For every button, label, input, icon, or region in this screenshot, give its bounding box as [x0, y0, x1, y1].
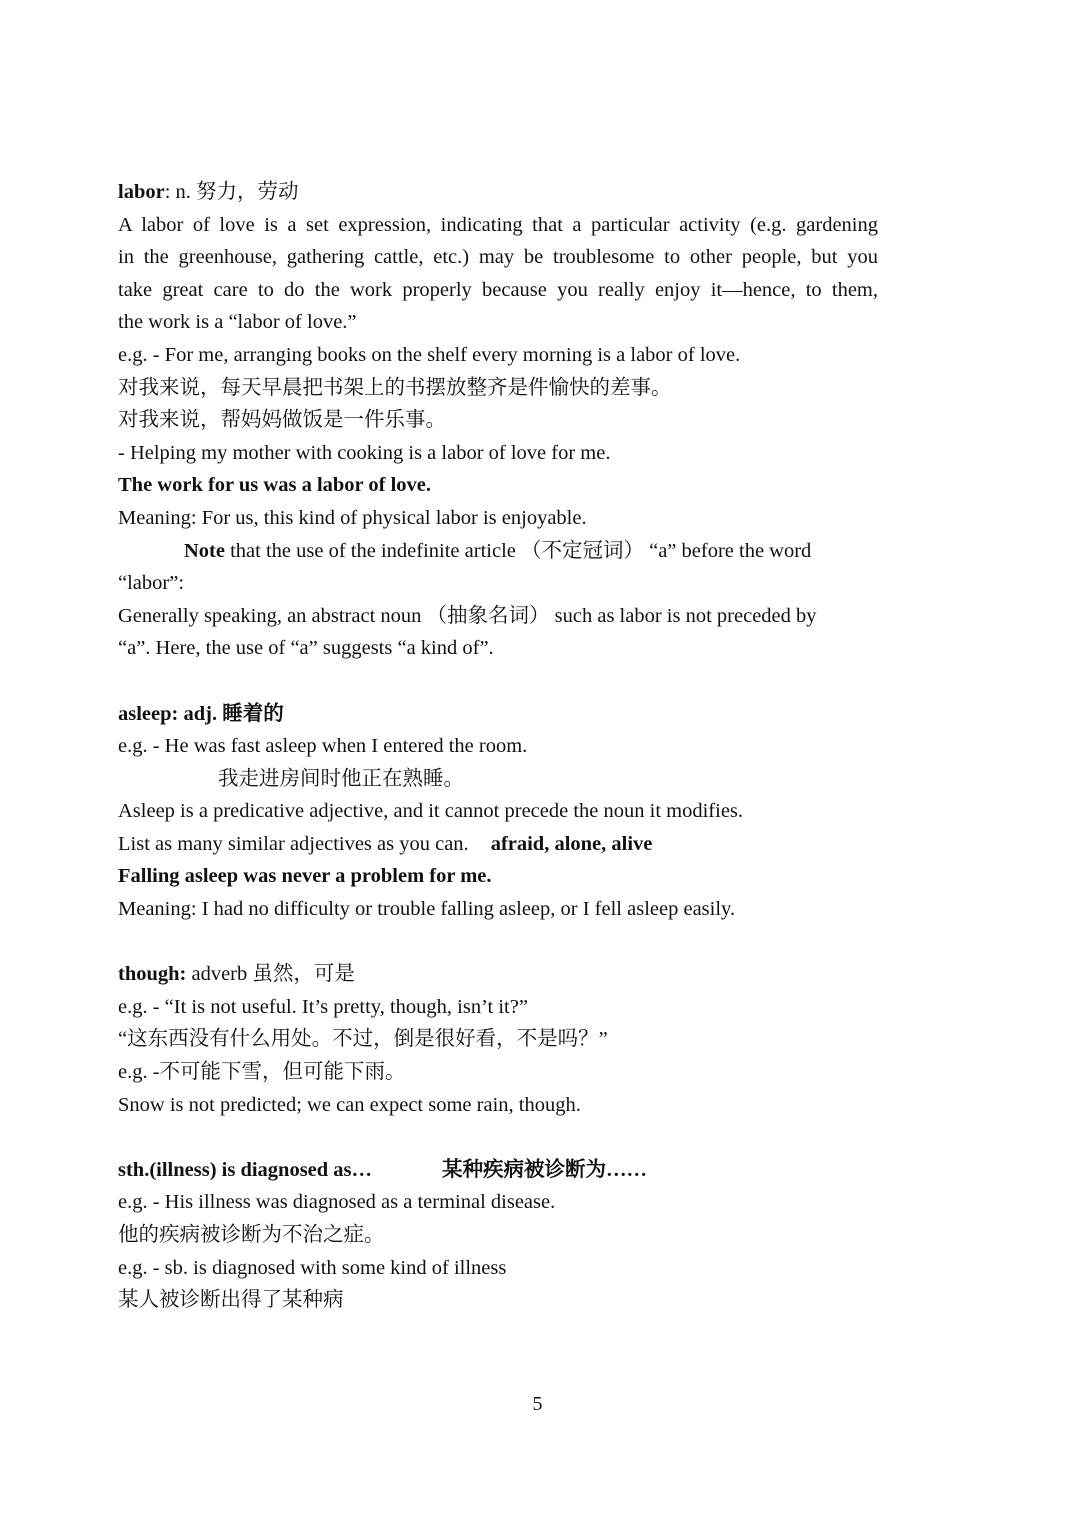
example-translation: “这东西没有什么用处。不过，倒是很好看，不是吗？” [118, 1028, 608, 1051]
entry-headword: labor [118, 181, 165, 203]
example-sentence: e.g. - For me, arranging books on the shelf every morning is a labor of love. [118, 343, 741, 366]
example-translation: 我走进房间时他正在熟睡。 [218, 767, 464, 790]
note-continuation: “labor”: [118, 572, 185, 595]
example-sentence: e.g. - His illness was diagnosed as a terminal disease. [118, 1191, 556, 1214]
general-note: Generally speaking, an abstract noun （抽象名词） such as labor is not preceded by [118, 604, 817, 627]
list-prompt-line [118, 828, 878, 861]
section-spacer [118, 665, 878, 698]
example-translation: 他的疾病被诊断为不治之症。 [118, 1224, 385, 1246]
example-sentence: e.g. - sb. is diagnosed with some kind of illness [118, 1256, 507, 1279]
entry-headword-translation: 某种疾病被诊断为…… [442, 1158, 648, 1181]
section-spacer [118, 926, 878, 959]
example-sentence: e.g. -不可能下雪，但可能下雨。 [118, 1061, 406, 1084]
entry-headword: though: [118, 963, 187, 986]
entry-headword: sth.(illness) is diagnosed as… [118, 1158, 373, 1181]
entry-pos: adverb 虽然，可是 [186, 963, 355, 986]
document-body [118, 176, 878, 1317]
definition-line: A labor of love is a set expression, indicating that a particular activity (e.g. gardening [118, 213, 878, 236]
entry-diagnosed-heading [118, 1154, 878, 1187]
example-translation: 对我来说，帮妈妈做饭是一件乐事。 [118, 409, 446, 432]
definition-line: take great care to do the work properly because you really enjoy it—hence, to them, [118, 278, 878, 301]
example-translation: 某人被诊断出得了某种病 [118, 1289, 344, 1312]
note-label: Note [184, 539, 225, 562]
definition-line: the work is a “labor of love.” [118, 311, 357, 334]
section-spacer [118, 1121, 878, 1154]
page-number: 5 [532, 1393, 543, 1415]
entry-though-heading [118, 958, 878, 991]
definition-line: in the greenhouse, gathering cattle, etc.) may be troublesome to other people, but you [118, 246, 878, 269]
example-translation: 对我来说，每天早晨把书架上的书摆放整齐是件愉快的差事。 [118, 376, 672, 399]
key-sentence: Falling asleep was never a problem for me. [118, 865, 492, 888]
note-text: that the use of the indefinite article （不定冠词） “a” before the word [224, 539, 812, 562]
list-answer: afraid, alone, alive [490, 832, 653, 855]
entry-pos: : n. 努力，劳动 [164, 181, 299, 203]
example-sentence: - Helping my mother with cooking is a labor of love for me. [118, 441, 611, 464]
example-sentence: e.g. - He was fast asleep when I entered the room. [118, 735, 528, 758]
example-sentence: e.g. - “It is not useful. It’s pretty, though, isn’t it?” [118, 995, 528, 1018]
key-sentence: The work for us was a labor of love. [118, 474, 432, 497]
entry-asleep-heading: asleep: adj. 睡着的 [118, 702, 284, 725]
note-line [118, 535, 878, 568]
example-translation: Snow is not predicted; we can expect some rain, though. [118, 1093, 581, 1116]
meaning-line: Meaning: For us, this kind of physical labor is enjoyable. [118, 506, 587, 529]
list-prompt: List as many similar adjectives as you can. [118, 832, 469, 855]
entry-labor-heading [118, 176, 878, 209]
general-note-continuation: “a”. Here, the use of “a” suggests “a kind of”. [118, 637, 494, 660]
meaning-line: Meaning: I had no difficulty or trouble falling asleep, or I fell asleep easily. [118, 898, 736, 921]
explanation-line: Asleep is a predicative adjective, and it cannot precede the noun it modifies. [118, 800, 744, 823]
